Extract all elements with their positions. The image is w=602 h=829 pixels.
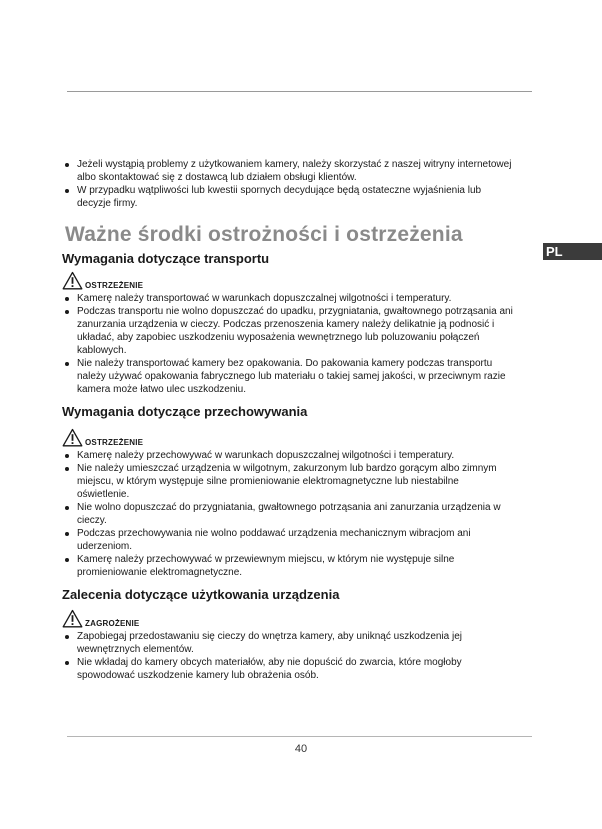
section-usage xyxy=(62,586,552,682)
warning-triangle-icon xyxy=(62,609,83,628)
list-item: Zapobiegaj przedostawaniu się cieczy do wnętrza kamery, aby uniknąć uszkodzenia jej wewnętrznych elementów. xyxy=(62,630,552,656)
section-transport xyxy=(62,250,552,396)
section-list xyxy=(62,292,552,396)
section-heading: Wymagania dotyczące przechowywania xyxy=(62,404,308,419)
list-item: Podczas transportu nie wolno dopuszczać do upadku, przygniatania, gwałtownego potrząsania ani zanurzania urządzenia w cieczy. Podczas przenoszenia kamery należy delikatnie ją podnosić i układać, aby zapobiec uszkodzeniu wyposażenia wewnętrznego lub poluzowaniu połączeń kablowych. xyxy=(62,305,552,357)
section-heading: Zalecenia dotyczące użytkowania urządzenia xyxy=(62,587,340,602)
warning-triangle-icon xyxy=(62,271,83,290)
list-item: Nie wkładaj do kamery obcych materiałów, aby nie dopuścić do zwarcia, które mogłoby spowodować uszkodzenie kamery lub obrażenia osób. xyxy=(62,656,552,682)
list-item: W przypadku wątpliwości lub kwestii spornych decydujące będą ostateczne wyjaśnienia lub decyzje firmy. xyxy=(62,184,552,210)
list-item: Nie należy transportować kamery bez opakowania. Do pakowania kamery podczas transportu należy używać opakowania fabrycznego lub materiału o takiej samej jakości, w przeciwnym razie kamera może łatwo ulec uszkodzeniu. xyxy=(62,357,552,396)
language-tab: PL xyxy=(543,243,602,260)
warning-block xyxy=(62,271,552,290)
page-content xyxy=(62,156,552,682)
header-rule xyxy=(67,91,532,92)
section-heading: Wymagania dotyczące transportu xyxy=(62,251,270,266)
list-item: Nie należy umieszczać urządzenia w wilgotnym, zakurzonym lub bardzo gorącym albo zimnym miejscu, w którym występuje silne promieniowanie elektromagnetyczne lub niestabilne oświetlenie. xyxy=(62,462,552,501)
list-item: Kamerę należy transportować w warunkach dopuszczalnej wilgotności i temperatury. xyxy=(62,292,552,305)
footer-rule xyxy=(67,736,532,737)
warning-triangle-icon xyxy=(62,428,83,447)
list-item: Podczas przechowywania nie wolno poddawać urządzenia mechanicznym wibracjom ani uderzeniom. xyxy=(62,527,552,553)
warning-block xyxy=(62,428,552,447)
intro-list xyxy=(62,158,552,210)
warning-label: OSTRZEŻENIE xyxy=(85,438,144,447)
warning-label: OSTRZEŻENIE xyxy=(85,281,144,290)
list-item: Kamerę należy przechowywać w warunkach dopuszczalnej wilgotności i temperatury. xyxy=(62,449,552,462)
page-number: 40 xyxy=(294,743,308,755)
section-storage xyxy=(62,403,552,579)
warning-label: ZAGROŻENIE xyxy=(85,619,140,628)
section-list xyxy=(62,630,552,682)
section-list xyxy=(62,449,552,579)
list-item: Kamerę należy przechowywać w przewiewnym miejscu, w którym nie występuje silne promieniowanie elektromagnetyczne. xyxy=(62,553,552,579)
list-item: Nie wolno dopuszczać do przygniatania, gwałtownego potrząsania ani zanurzania urządzenia w cieczy. xyxy=(62,501,552,527)
warning-block xyxy=(62,609,552,628)
page-title: Ważne środki ostrożności i ostrzeżenia xyxy=(65,223,463,246)
list-item: Jeżeli wystąpią problemy z użytkowaniem kamery, należy skorzystać z naszej witryny internetowej albo skontaktować się z dostawcą lub działem obsługi klientów. xyxy=(62,158,552,184)
